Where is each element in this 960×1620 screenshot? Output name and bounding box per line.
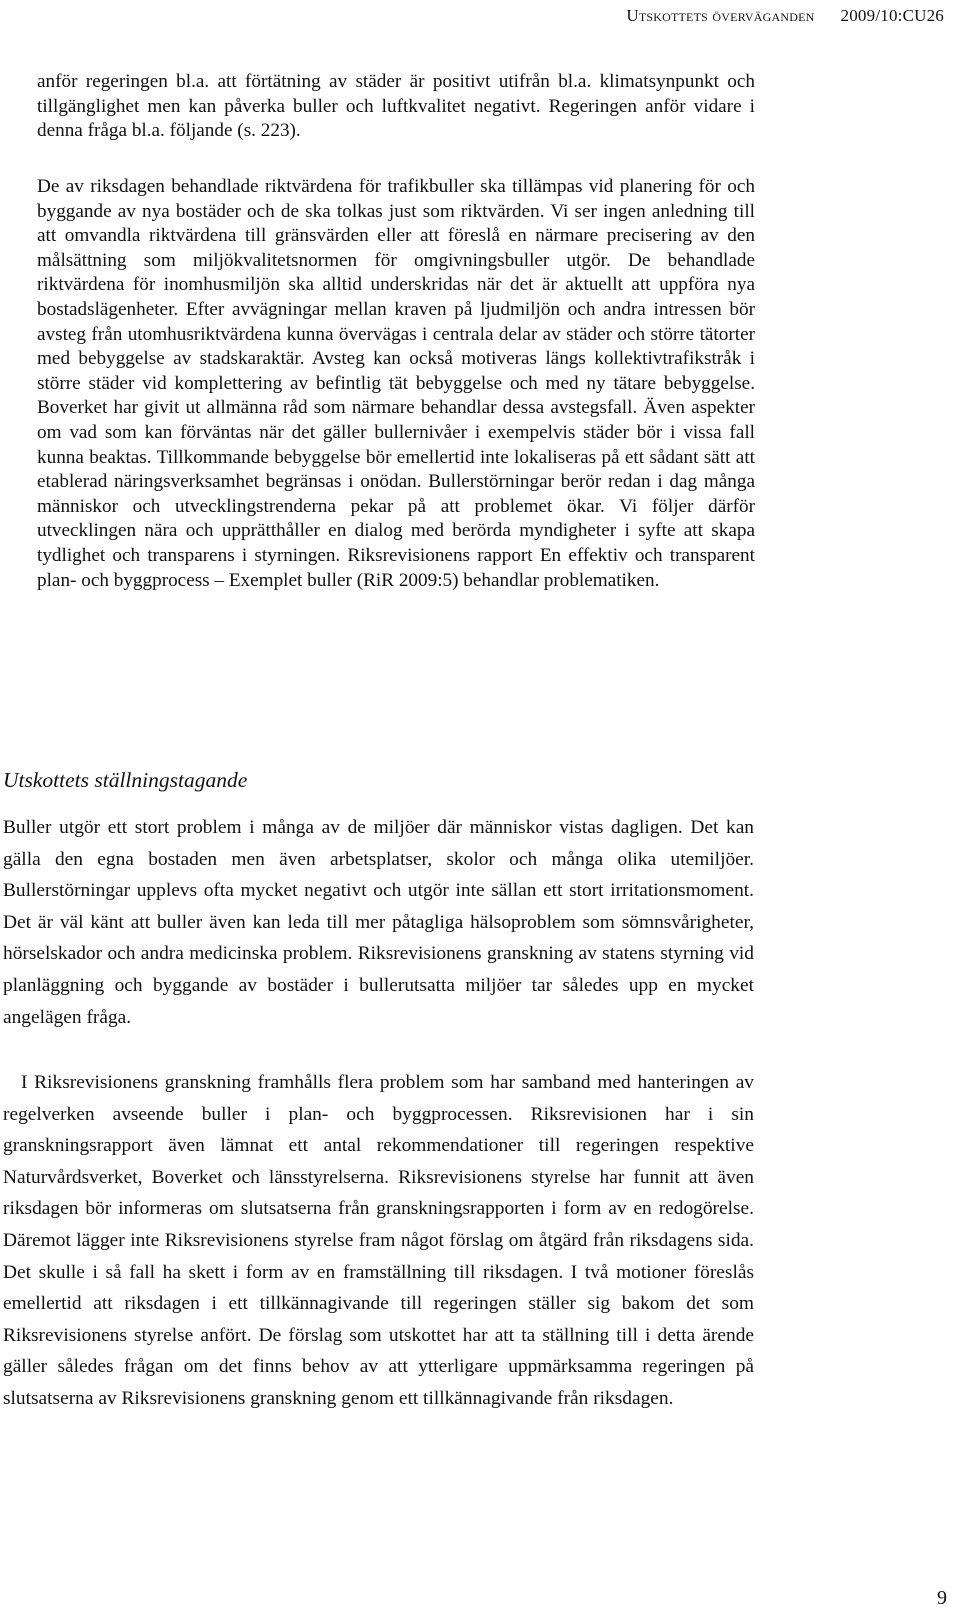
header-document-id: 2009/10:CU26 [840,6,944,25]
body-paragraph-1-block [3,812,754,1033]
quote-lead-paragraph: anför regeringen bl.a. att förtätning av städer är positivt utifrån bl.a. klimatsynpunkt och tillgänglighet men kan påverka buller och luftkvalitet negativt. Regeringen anför vidare i denna fråga bl.a. följande (s. 223). [37,71,755,142]
block-quote [37,175,755,593]
running-header [626,6,944,26]
body-paragraph: Buller utgör ett stort problem i många av de miljöer där människor vistas dagligen. Det kan gälla den egna bostaden men även arbetsplatser, skolor och många olika utemiljöer. Bullerstörningar upplevs ofta mycket negativt och utgör inte sällan ett stort irritationsmoment. Det är väl känt att buller även kan leda till mer påtagliga hälsoproblem som sömnsvårigheter, hörselskador och andra medicinska problem. Riksrevisionens granskning av statens styrning vid planläggning och byggande av bostäder i bullerutsatta miljöer tar således upp en mycket angelägen fråga. [3,817,754,1028]
body-paragraph-2-block [3,1067,754,1415]
quote-lead-block [37,70,755,144]
section-heading: Utskottets ställningstagande [3,768,248,792]
page-number: 9 [937,1587,947,1609]
quote-body-paragraph: De av riksdagen behandlade riktvärdena för trafikbuller ska tillämpas vid planering för och byggande av nya bostäder och de ska tolkas just som riktvärden. Vi ser ingen anledning till att omvandla riktvärdena till gränsvärden eller att föreslå en närmare precisering av den målsättning som miljökvalitetsnormen för omgivningsbuller utgör. De behandlade riktvärdena för inomhusmiljön ska alltid underskridas när det är aktuellt att uppföra nya bostadslägenheter. Efter avvägningar mellan kraven på ljudmiljön och andra intressen bör avsteg från utomhusriktvärdena kunna övervägas i centrala delar av städer och större tätorter med bebyggelse av stadskaraktär. Avsteg kan också motiveras längs kollektivtrafikstråk i större städer vid komplettering av befintlig tät bebyggelse och med ny tätare bebyggelse. Boverket har givit ut allmänna råd som närmare behandlar dessa avstegsfall. Även aspekter om vad som kan förväntas när det gäller bullernivåer i exempelvis städer bör i vissa fall kunna beaktas. Tillkommande bebyggelse bör emellertid inte lokaliseras på ett sådant sätt att etablerad näringsverksamhet begränsas i onödan. Bullerstörningar berör redan i dag många människor och utvecklingstrenderna pekar på att problemet ökar. Vi följer därför utvecklingen nära och upprätthåller en dialog med berörda myndigheter i syfte att skapa tydlighet och transparens i styrningen. Riksrevisionens rapport En effektiv och transparent plan- och byggprocess – Exemplet buller (RiR 2009:5) behandlar problematiken. [37,176,755,591]
body-paragraph: I Riksrevisionens granskning framhålls flera problem som har samband med hanteringen av regelverken avseende buller i plan- och byggprocessen. Riksrevisionen har i sin granskningsrapport även lämnat ett antal rekommendationer till regeringen respektive Naturvårdsverket, Boverket och länsstyrelserna. Riksrevisionens styrelse har funnit att även riksdagen bör informeras om slutsatserna från granskningsrapporten i form av en redogörelse. Däremot lägger inte Riksrevisionens styrelse fram något förslag om åtgärd från riksdagens sida. Det skulle i så fall ha skett i form av en framställning till riksdagen. I två motioner föreslås emellertid att riksdagen i ett tillkännagivande till regeringen ställer sig bakom det som Riksrevisionens styrelse anfört. De förslag som utskottet har att ta ställning till i detta ärende gäller således frågan om det finns behov av att ytterligare uppmärksamma regeringen på slutsatserna av Riksrevisionens granskning genom ett tillkännagivande från riksdagen. [3,1072,754,1409]
header-section-title: Utskottets överväganden [626,6,815,25]
